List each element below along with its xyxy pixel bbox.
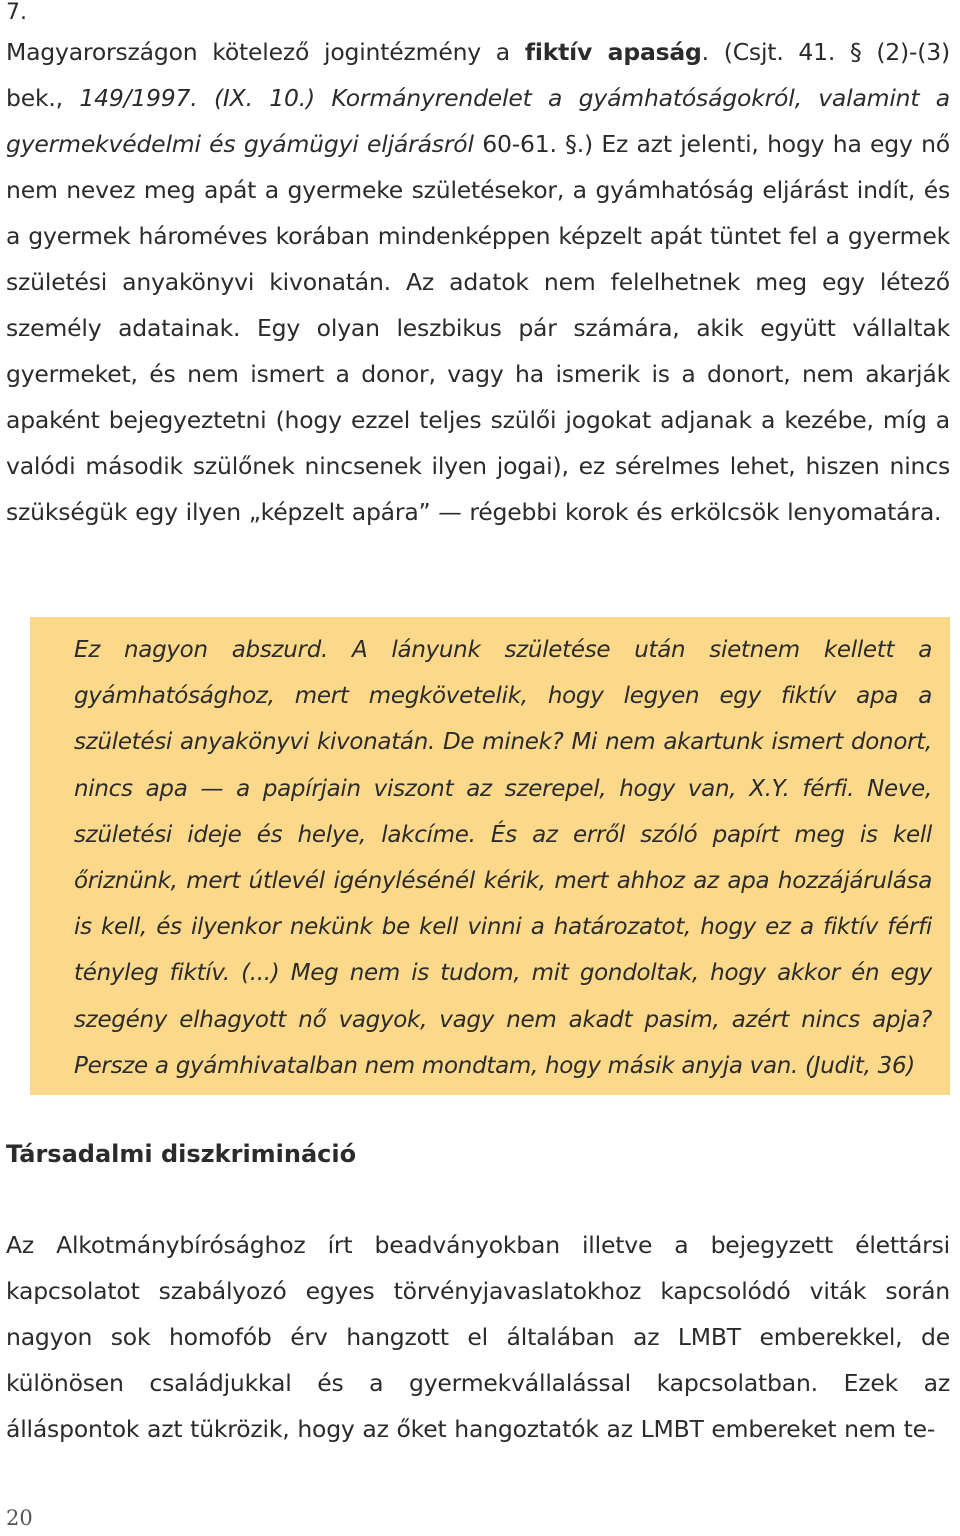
paragraph-text: Magyarországon kötelező jogintézmény a xyxy=(6,38,525,66)
body-paragraph: Az Alkotmánybírósághoz írt beadványokban illetve a bejegyzett élettársi kapcsolatot szabályozó egyes törvényjavaslatokhoz kapcsolódó viták során nagyon sok homofób érv hangzott el általában az LMBT emberekkel, de különösen családjukkal és a gyermekvállalással kapcsolatban. Ezek az álláspontok azt tükrözik, hogy az őket hangoztatók az LMBT embereket nem te- xyxy=(6,1231,950,1443)
footnote-number: 7. xyxy=(6,0,27,25)
page-number: 20 xyxy=(6,1506,33,1530)
paragraph-text: 60-61. §.) Ez azt jelenti, hogy ha egy nő nem nevez meg apát a gyermeke születésekor, a gyámhatóság eljárást indít, és a gyermek hároméves korában mindenképpen képzelt apát tüntet fel a gyermek születési anyakönyvi kivonatán. Az adatok nem felelhetnek meg egy létező személy adatainak. Egy olyan leszbikus pár számára, akik együtt vállaltak gyermeket, és nem ismert a donor, vagy ha ismerik is a donort, nem akarják apaként bejegyeztetni (hogy ezzel teljes szülői jogokat adjanak a kezébe, míg a valódi második szülőnek nincsenek ilyen jogai), ez sérelmes lehet, hiszen nincs szükségük egy ilyen „képzelt apára” — régebbi korok és erkölcsök lenyomatára. xyxy=(6,130,950,526)
regulation-title: 149/1997. (IX. 10.) Kormányrendelet a gyámhatóságokról, valamint a gyermekvédelmi és gyámügyi eljárásról xyxy=(6,84,950,158)
quote-text: Ez nagyon abszurd. A lányunk születése után sietnem kellett a gyámhatósághoz, mert megkövetelik, hogy legyen egy fiktív apa a születési anyakönyvi kivonatán. De minek? Mi nem akartunk ismert donort, nincs apa — a papírjain viszont az szerepel, hogy van, X.Y. férfi. Neve, születési ideje és helye, lakcíme. És az erről szóló papírt meg is kell őriznünk, mert útlevél igénylésénél kérik, mert ahhoz az apa hozzájárulása is kell, és ilyenkor nekünk be kell vinni a határozatot, hogy ez a fiktív férfi tényleg fiktív. (...) Meg nem is tudom, mit gondoltak, hogy akkor én egy szegény elhagyott nő vagyok, vagy nem akadt pasim, azért nincs apja? Persze a gyámhivatalban nem mondtam, hogy másik anyja van. (Judit, 36) xyxy=(74,637,932,1079)
paragraph-text: . (Csjt. 41. § (2)-(3) bek., xyxy=(6,38,950,112)
quote-box xyxy=(30,617,950,1095)
footnote-paragraph xyxy=(6,29,950,535)
emphasized-term: fiktív apaság xyxy=(524,38,702,66)
section-heading: Társadalmi diszkrimináció xyxy=(6,1140,357,1168)
